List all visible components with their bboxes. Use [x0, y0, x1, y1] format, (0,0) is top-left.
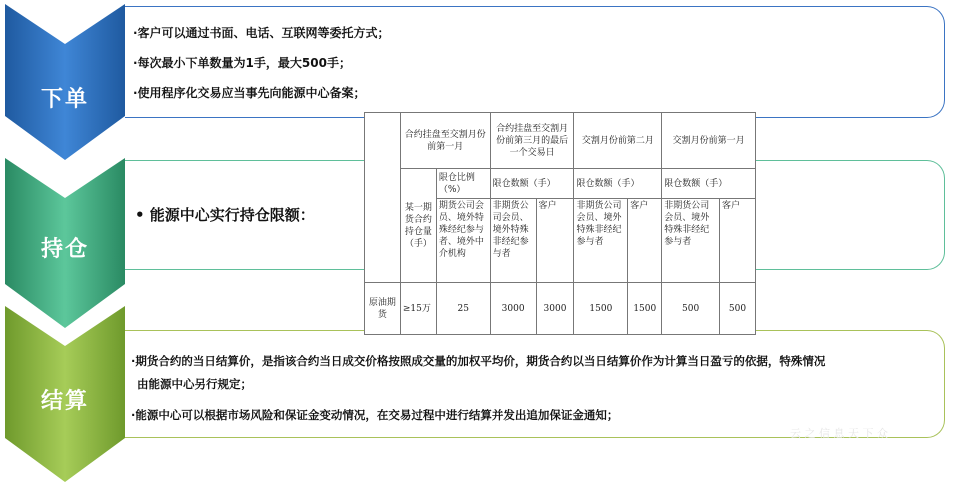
- stage-settlement-chevron: [5, 306, 125, 482]
- ratio-header: 限仓比例（%）: [436, 169, 490, 199]
- order-panel: [125, 6, 945, 118]
- value-cell: 1500: [574, 283, 628, 335]
- settlement-panel: [125, 330, 945, 438]
- client-header-3: 客户: [720, 199, 756, 283]
- value-cell: 3000: [490, 283, 536, 335]
- member-header-2: 非期货公司会员、境外特殊非经纪参与者: [490, 199, 536, 283]
- client-header-2: 客户: [628, 199, 662, 283]
- open-interest-header: 某一期货合约持仓量（手）: [400, 169, 436, 283]
- order-bullet-3: ·使用程序化交易应当事先向能源中心备案；: [133, 86, 366, 100]
- position-limit-table: [364, 112, 756, 334]
- stage-order-chevron: [5, 4, 125, 160]
- settlement-bullet-1: ·期货合约的当日结算价，是指该合约当日成交价格按照成交量的加权平均价，期货合约以当日结算价作为计算当日盈亏的依据，特殊情况: [131, 354, 826, 368]
- order-bullet-1: ·客户可以通过书面、电话、互联网等委托方式；: [133, 26, 390, 40]
- period-header-4: 交割月份前第一月: [662, 113, 756, 169]
- period-header-3: 交割月份前第二月: [574, 113, 662, 169]
- stage-position-label: 持仓: [40, 237, 89, 262]
- value-cell: 3000: [536, 283, 574, 335]
- row-threshold: ≥15万: [400, 283, 436, 335]
- order-bullet-2: ·每次最小下单数量为1手，最大500手；: [133, 56, 351, 70]
- period-header-2: 合约挂盘至交割月份前第三月的最后一个交易日: [490, 113, 574, 169]
- limit-header-1: 限仓数额（手）: [490, 169, 574, 199]
- member-header-4: 非期货公司会员、境外特殊非经纪参与者: [662, 199, 720, 283]
- watermark: 云 之 信 息 天 下 众: [790, 427, 888, 440]
- settlement-bullet-2: ·能源中心可以根据市场风险和保证金变动情况，在交易过程中进行结算并发出追加保证金通知；: [131, 408, 619, 422]
- client-header-1: 客户: [536, 199, 574, 283]
- limit-header-2: 限仓数额（手）: [574, 169, 662, 199]
- member-header-1: 期货公司会员、境外特殊经纪参与者、境外中介机构: [436, 199, 490, 283]
- value-cell: 1500: [628, 283, 662, 335]
- row-label-crude-oil: 原油期货: [365, 283, 401, 335]
- stage-settlement-label: 结算: [40, 389, 89, 414]
- value-cell: 500: [662, 283, 720, 335]
- stage-position-chevron: [5, 158, 125, 328]
- stage-order-label: 下单: [40, 87, 89, 112]
- table-corner-cell: [365, 113, 401, 283]
- limit-header-3: 限仓数额（手）: [662, 169, 756, 199]
- value-cell: 25: [436, 283, 490, 335]
- settlement-bullet-1-cont: 由能源中心另行规定；: [137, 377, 252, 391]
- value-cell: 500: [720, 283, 756, 335]
- member-header-3: 非期货公司会员、境外特殊非经纪参与者: [574, 199, 628, 283]
- period-header-1: 合约挂盘至交割月份前第一月: [400, 113, 490, 169]
- position-limit-bullet: • 能源中心实行持仓限额：: [135, 206, 315, 224]
